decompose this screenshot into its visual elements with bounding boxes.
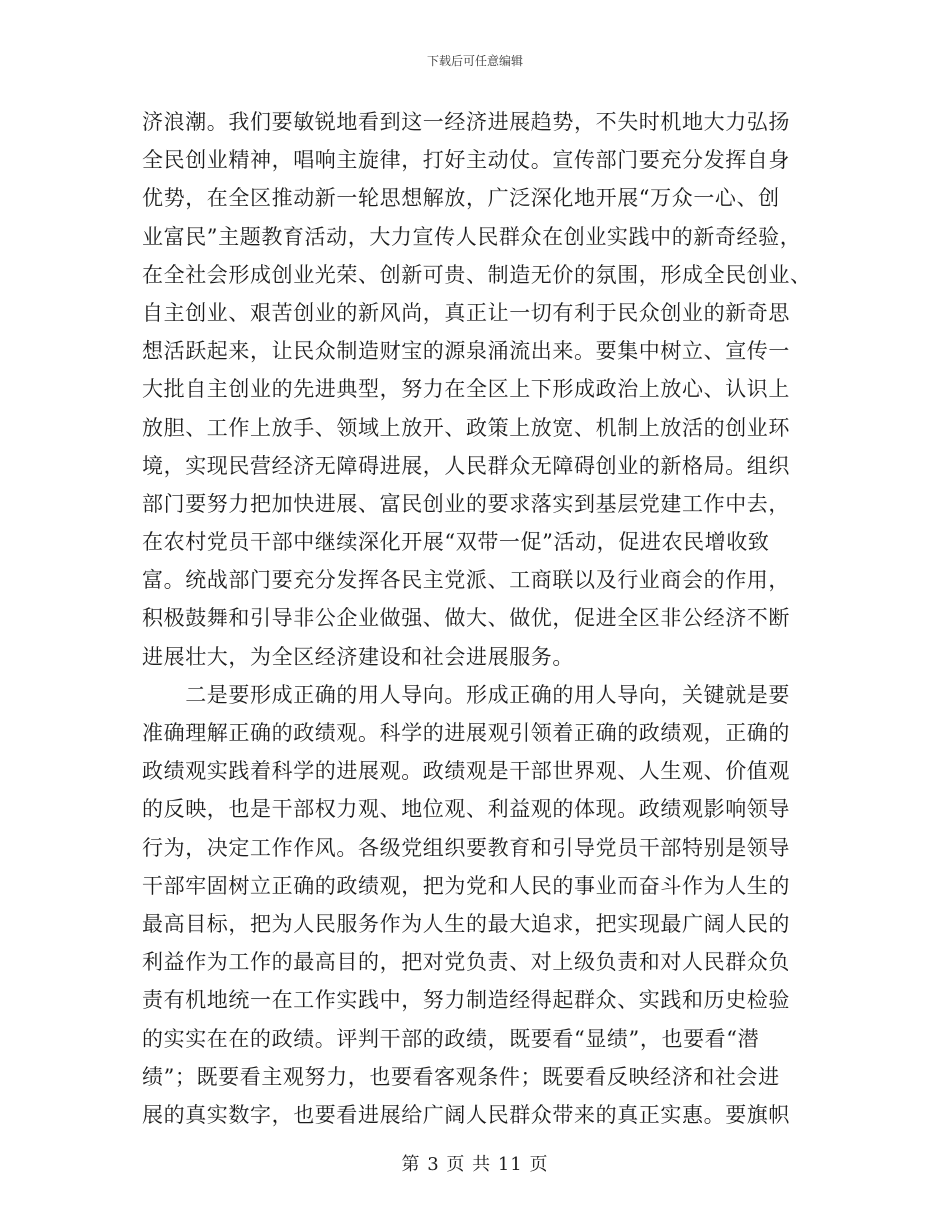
text-line: 想活跃起来，让民众制造财宝的源泉涌流出来。要集中树立、宣传一 [142, 339, 790, 364]
text-line: 进展壮大，为全区经济建设和社会进展服务。 [142, 644, 574, 669]
page-header-note: 下载后可任意编辑 [426, 54, 523, 68]
text-line: 业富民”主题教育活动，大力宣传人民群众在创业实践中的新奇经验， [142, 224, 802, 249]
text-line: 部门要努力把加快进展、富民创业的要求落实到基层党建工作中去， [142, 491, 790, 516]
text-line: 富。统战部门要充分发挥各民主党派、工商联以及行业商会的作用， [142, 568, 790, 593]
text-line: 大批自主创业的先进典型，努力在全区上下形成政治上放心、认识上 [142, 377, 790, 402]
text-line: 全民创业精神，唱响主旋律，打好主动仗。宣传部门要充分发挥自身 [142, 148, 790, 173]
text-line: 展的真实数字，也要看进展给广阔人民群众带来的真正实惠。要旗帜 [142, 1102, 790, 1127]
text-line: 在全社会形成创业光荣、创新可贵、制造无价的氛围，形成全民创业、 [142, 262, 812, 287]
text-line: 最高目标，把为人民服务作为人生的最大追求，把实现最广阔人民的 [142, 911, 790, 936]
text-line: 在农村党员干部中继续深化开展“双带一促”活动，促进农民增收致 [142, 530, 770, 555]
text-line: 责有机地统一在工作实践中，努力制造经得起群众、实践和历史检验 [142, 988, 790, 1013]
page-number: 第 3 页 共 11 页 [401, 1154, 549, 1175]
text-line: 济浪潮。我们要敏锐地看到这一经济进展趋势，不失时机地大力弘扬 [142, 110, 790, 134]
text-line: 境，实现民营经济无障碍进展，人民群众无障碍创业的新格局。组织 [142, 453, 790, 478]
text-line: 二是要形成正确的用人导向。形成正确的用人导向，关键就是要 [142, 682, 790, 707]
text-line: 积极鼓舞和引导非公企业做强、做大、做优，促进全区非公经济不断 [142, 606, 790, 631]
text-line: 优势，在全区推动新一轮思想解放，广泛深化地开展“万众一心、创 [142, 186, 780, 211]
document-body [142, 103, 812, 1134]
text-line: 行为，决定工作作风。各级党组织要教育和引导党员干部特别是领导 [142, 835, 790, 860]
text-line: 的实实在在的政绩。评判干部的政绩，既要看“显绩”，也要看“潜 [142, 1026, 760, 1051]
text-line: 放胆、工作上放手、领域上放开、政策上放宽、机制上放活的创业环 [142, 415, 790, 440]
text-line: 干部牢固树立正确的政绩观，把为党和人民的事业而奋斗作为人生的 [142, 873, 790, 898]
text-line: 准确理解正确的政绩观。科学的进展观引领着正确的政绩观，正确的 [142, 721, 790, 745]
text-line: 绩”；既要看主观努力，也要看客观条件；既要看反映经济和社会进 [142, 1064, 780, 1089]
text-line: 政绩观实践着科学的进展观。政绩观是干部世界观、人生观、价值观 [142, 759, 790, 784]
text-line: 自主创业、艰苦创业的新风尚，真正让一切有利于民众创业的新奇思 [142, 300, 790, 325]
text-line: 利益作为工作的最高目的，把对党负责、对上级负责和对人民群众负 [142, 950, 790, 975]
text-line: 的反映，也是干部权力观、地位观、利益观的体现。政绩观影响领导 [142, 797, 790, 822]
